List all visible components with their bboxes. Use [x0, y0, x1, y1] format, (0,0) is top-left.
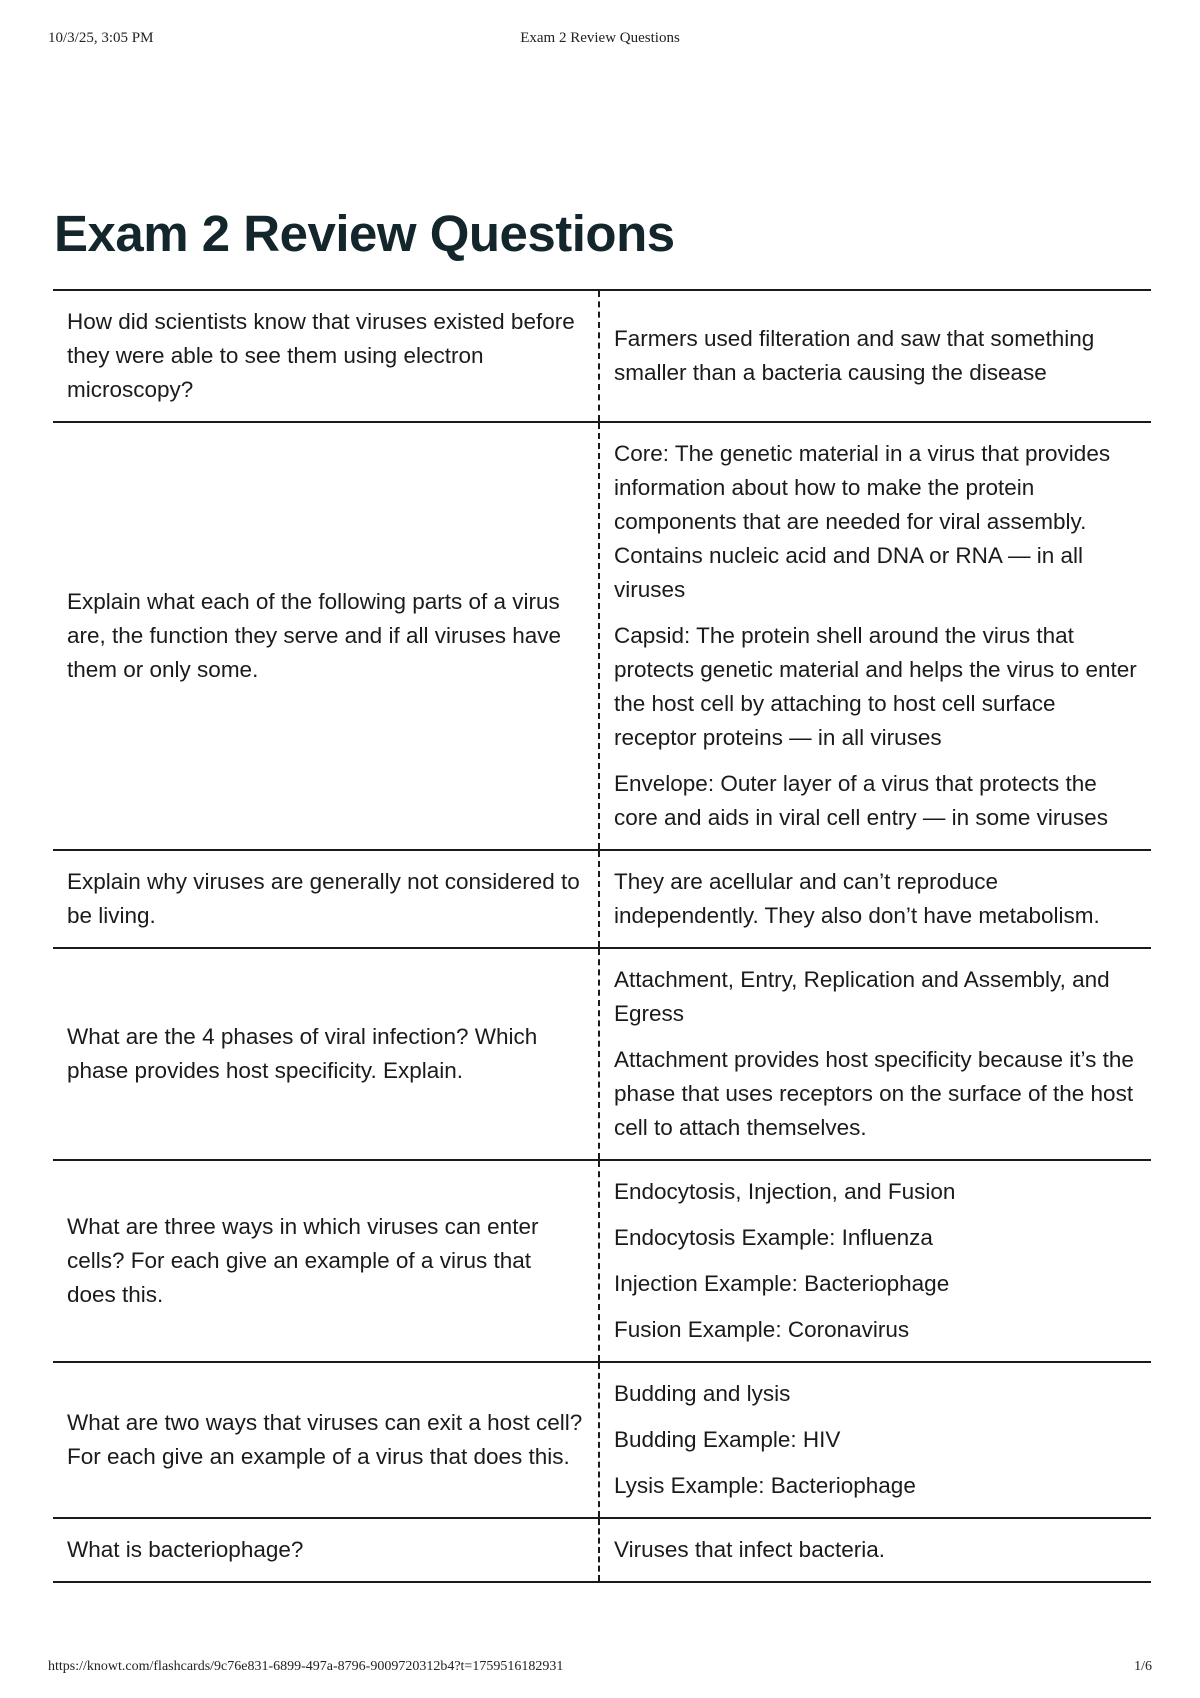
page-title: Exam 2 Review Questions [54, 205, 675, 262]
flashcard-term: How did scientists know that viruses existed before they were able to see them using electron microscopy? [53, 291, 600, 421]
definition-paragraph: Viruses that infect bacteria. [614, 1537, 885, 1562]
flashcard-term: Explain why viruses are generally not considered to be living. [53, 851, 600, 947]
flashcard-term: What is bacteriophage? [53, 1519, 600, 1581]
page-number: 1/6 [1134, 1659, 1152, 1674]
definition-paragraph: Budding Example: HIV [614, 1427, 841, 1452]
flashcard-row [53, 851, 1151, 949]
definition-paragraph: Endocytosis, Injection, and Fusion [614, 1179, 956, 1204]
flashcard-row [53, 949, 1151, 1161]
flashcard-definition [600, 1363, 1151, 1517]
flashcard-table [53, 289, 1151, 1583]
print-header [48, 30, 1152, 50]
flashcard-definition [600, 423, 1151, 849]
print-footer [48, 1659, 1152, 1679]
flashcard-row [53, 423, 1151, 851]
flashcard-row [53, 1519, 1151, 1583]
definition-paragraph: Endocytosis Example: Influenza [614, 1225, 933, 1250]
definition-paragraph: Lysis Example: Bacteriophage [614, 1473, 916, 1498]
flashcard-term: What are two ways that viruses can exit a host cell? For each give an example of a virus that does this. [53, 1363, 600, 1517]
print-doc-title: Exam 2 Review Questions [520, 30, 680, 46]
definition-paragraph: Attachment, Entry, Replication and Assembly, and Egress [614, 967, 1110, 1026]
flashcard-definition [600, 949, 1151, 1159]
flashcard-definition [600, 1161, 1151, 1361]
flashcard-term: What are three ways in which viruses can enter cells? For each give an example of a virus that does this. [53, 1161, 600, 1361]
flashcard-row [53, 1161, 1151, 1363]
flashcard-term: What are the 4 phases of viral infection? Which phase provides host specificity. Explain. [53, 949, 600, 1159]
definition-paragraph: Envelope: Outer layer of a virus that protects the core and aids in viral cell entry — in some viruses [614, 771, 1108, 830]
definition-paragraph: They are acellular and can’t reproduce independently. They also don’t have metabolism. [614, 869, 1100, 928]
flashcard-definition [600, 851, 1151, 947]
definition-paragraph: Fusion Example: Coronavirus [614, 1317, 910, 1342]
definition-paragraph: Budding and lysis [614, 1381, 791, 1406]
flashcard-definition [600, 291, 1151, 421]
flashcard-row [53, 1363, 1151, 1519]
definition-paragraph: Attachment provides host specificity because it’s the phase that uses receptors on the surface of the host cell to attach themselves. [614, 1047, 1134, 1140]
print-timestamp: 10/3/25, 3:05 PM [48, 30, 154, 46]
source-url: https://knowt.com/flashcards/9c76e831-6899-497a-8796-9009720312b4?t=1759516182931 [48, 1659, 564, 1674]
definition-paragraph: Farmers used filteration and saw that something smaller than a bacteria causing the disease [614, 326, 1095, 385]
flashcard-definition [600, 1519, 1151, 1581]
flashcard-row [53, 291, 1151, 423]
flashcard-term: Explain what each of the following parts of a virus are, the function they serve and if all viruses have them or only some. [53, 423, 600, 849]
definition-paragraph: Injection Example: Bacteriophage [614, 1271, 950, 1296]
definition-paragraph: Core: The genetic material in a virus that provides information about how to make the protein components that are needed for viral assembly. Contains nucleic acid and DNA or RNA — in all viruses [614, 441, 1111, 602]
definition-paragraph: Capsid: The protein shell around the virus that protects genetic material and helps the virus to enter the host cell by attaching to host cell surface receptor proteins — in all viruses [614, 623, 1137, 750]
